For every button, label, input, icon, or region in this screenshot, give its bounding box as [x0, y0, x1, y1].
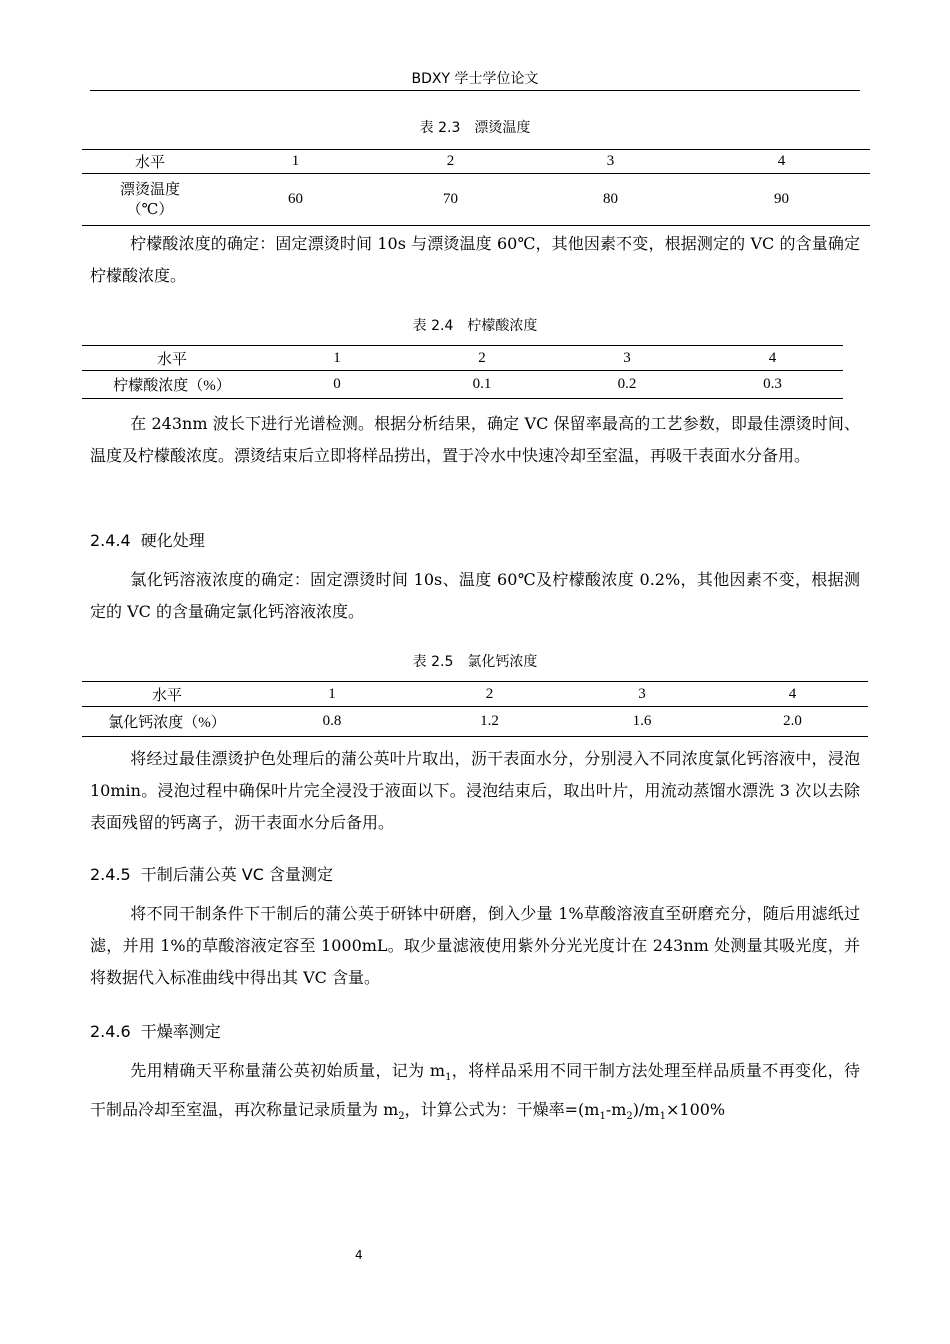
header-cell: 1 — [218, 150, 373, 174]
section-number: 2.4.6 — [90, 1022, 131, 1041]
header-cell: 2 — [412, 346, 552, 371]
cell: 80 — [528, 174, 693, 226]
paragraph — [90, 408, 860, 472]
text: ，计算公式为：干燥率=(m — [404, 1100, 600, 1120]
cell: 0 — [262, 371, 412, 399]
header-cell: 2 — [373, 150, 528, 174]
table-2-4 — [82, 345, 843, 399]
row-label: 氯化钙浓度（%） — [82, 707, 252, 737]
paragraph — [90, 898, 860, 994]
table-2-3 — [82, 149, 870, 226]
paragraph-text: 将不同干制条件下干制后的蒲公英于研钵中研磨，倒入少量 1%草酸溶液直至研磨充分，随后用滤纸过滤，并用 1%的草酸溶液定容至 1000mL。取少量滤液使用紫外分光光度计在 243nm 处测量其吸光度，并将数据代入标准曲线中得出其 VC 含量。 — [90, 904, 860, 987]
cell: 0.3 — [702, 371, 843, 399]
paragraph-formula — [90, 1055, 860, 1133]
header-cell: 1 — [252, 682, 412, 707]
text: )/m — [632, 1100, 660, 1120]
paragraph-text: 将经过最佳漂烫护色处理后的蒲公英叶片取出，沥干表面水分，分别浸入不同浓度氯化钙溶液中，浸泡 10min。浸泡过程中确保叶片完全浸没于液面以下。浸泡结束后，取出叶片，用流动蒸馏水漂洗 3 次以去除表面残留的钙离子，沥干表面水分后备用。 — [90, 749, 860, 832]
subscript: 1 — [599, 1111, 606, 1123]
section-heading-2-4-6 — [90, 1019, 221, 1042]
cell: 90 — [693, 174, 870, 226]
section-heading-2-4-5 — [90, 862, 333, 885]
table-header-row — [82, 346, 843, 371]
table-row — [82, 707, 868, 737]
table-header-row — [82, 682, 868, 707]
subscript: 1 — [445, 1072, 452, 1084]
header-cell: 水平 — [82, 682, 252, 707]
table-row — [82, 371, 843, 399]
row-label: 柠檬酸浓度（%） — [82, 371, 262, 399]
cell: 0.1 — [412, 371, 552, 399]
header-cell: 3 — [567, 682, 717, 707]
paragraph-text: 氯化钙溶液浓度的确定：固定漂烫时间 10s、温度 60℃及柠檬酸浓度 0.2%，其他因素不变，根据测定的 VC 的含量确定氯化钙溶液浓度。 — [90, 570, 860, 621]
cell: 70 — [373, 174, 528, 226]
table-2-4-caption: 表 2.4 柠檬酸浓度 — [412, 318, 538, 334]
cell: 1.6 — [567, 707, 717, 737]
header-rule — [90, 90, 860, 91]
subscript: 2 — [398, 1111, 405, 1123]
header-cell: 2 — [412, 682, 567, 707]
subscript: 2 — [626, 1111, 633, 1123]
section-title: 干制后蒲公英 VC 含量测定 — [140, 865, 334, 884]
section-title: 硬化处理 — [140, 531, 205, 550]
paragraph — [90, 564, 860, 628]
subscript: 1 — [659, 1111, 666, 1123]
section-title: 干燥率测定 — [140, 1022, 221, 1041]
running-header: BDXY 学士学位论文 — [411, 71, 539, 87]
cell: 60 — [218, 174, 373, 226]
cell: 0.2 — [552, 371, 702, 399]
table-2-5-caption: 表 2.5 氯化钙浓度 — [412, 654, 538, 670]
section-heading-2-4-4 — [90, 528, 205, 551]
text: ，将样品采用不同干制方法处理至样品质量不再变化，待干制品冷却至室温，再次称量记录质量为 m — [90, 1061, 860, 1120]
paragraph — [90, 228, 860, 292]
header-cell: 4 — [717, 682, 868, 707]
page-number: 4 — [355, 1248, 363, 1262]
header-cell: 4 — [702, 346, 843, 371]
header-cell: 水平 — [82, 150, 218, 174]
paragraph — [90, 743, 860, 839]
text: -m — [605, 1100, 627, 1120]
row-label — [82, 174, 218, 226]
row-label-line: 漂烫温度 — [119, 181, 180, 198]
header-cell: 3 — [552, 346, 702, 371]
text: ×100% — [665, 1100, 726, 1120]
cell: 0.8 — [252, 707, 412, 737]
row-label-unit: （℃） — [126, 201, 174, 218]
header-cell: 3 — [528, 150, 693, 174]
table-2-5 — [82, 681, 868, 737]
header-cell: 1 — [262, 346, 412, 371]
header-cell: 4 — [693, 150, 870, 174]
paragraph-text: 柠檬酸浓度的确定：固定漂烫时间 10s 与漂烫温度 60℃，其他因素不变，根据测定的 VC 的含量确定柠檬酸浓度。 — [90, 234, 860, 285]
section-number: 2.4.5 — [90, 865, 131, 884]
cell: 1.2 — [412, 707, 567, 737]
table-2-3-caption: 表 2.3 漂烫温度 — [419, 120, 531, 136]
table-row — [82, 174, 870, 226]
text: 先用精确天平称量蒲公英初始质量，记为 m — [130, 1061, 446, 1080]
paragraph-text: 在 243nm 波长下进行光谱检测。根据分析结果，确定 VC 保留率最高的工艺参数，即最佳漂烫时间、温度及柠檬酸浓度。漂烫结束后立即将样品捞出，置于冷水中快速冷却至室温，再吸干表面水分备用。 — [90, 414, 860, 465]
table-header-row — [82, 150, 870, 174]
cell: 2.0 — [717, 707, 868, 737]
section-number: 2.4.4 — [90, 531, 131, 550]
header-cell: 水平 — [82, 346, 262, 371]
